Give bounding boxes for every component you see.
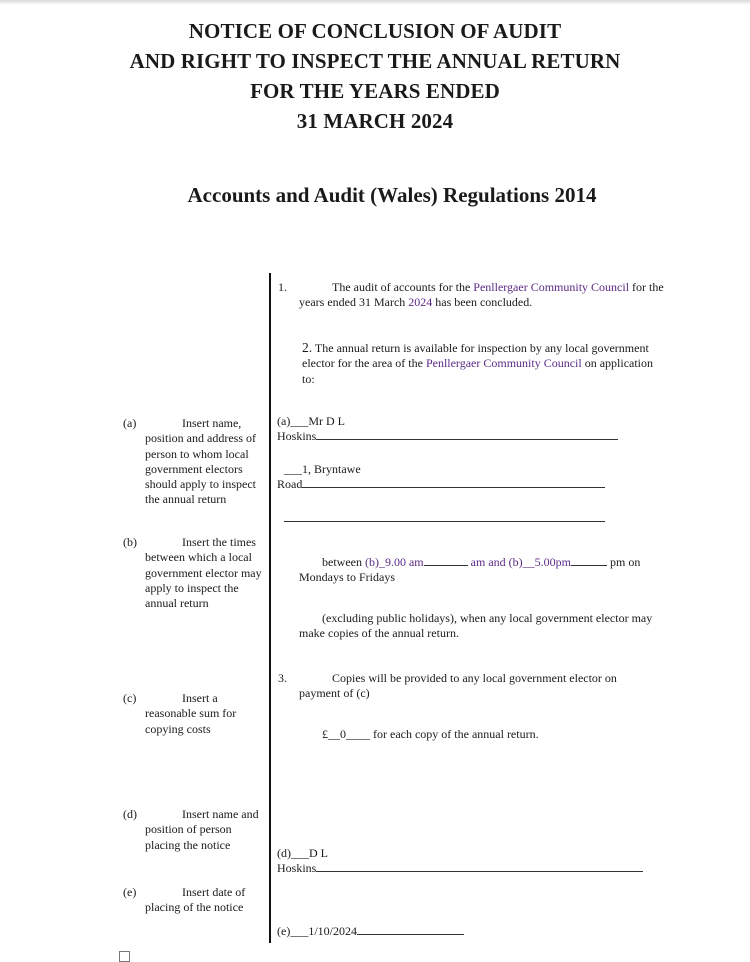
signatory-underline	[316, 861, 643, 872]
signatory-line-2	[277, 861, 643, 876]
signatory-name-1: D L	[309, 846, 328, 860]
address-2: Road	[277, 477, 303, 491]
item-1-number: 1.	[278, 280, 287, 294]
instruction-a-text: Insert name, position and address of person to whom local government electors should apply to inspect the annual return	[145, 416, 256, 507]
contact-name-2: Hoskins	[277, 429, 317, 443]
start-time-underline	[424, 555, 468, 566]
times-days: Mondays to Fridays	[299, 570, 395, 585]
item-2-text-a: The annual return is available for inspection by any local government elector for the area of the	[302, 341, 649, 371]
contact-name-1: Mr D L	[308, 414, 345, 428]
address-underline	[302, 477, 605, 488]
instruction-b	[145, 535, 267, 611]
instruction-c	[145, 691, 267, 737]
copy-cost-text: for each copy of the annual return.	[370, 727, 539, 741]
excluding-paragraph: (excluding public holidays), when any local government elector may make copies of the annual return.	[299, 611, 653, 641]
instruction-e-text: Insert date of placing of the notice	[145, 885, 246, 915]
title-line-4: 31 MARCH 2024	[296, 109, 454, 133]
top-shadow	[0, 0, 750, 5]
instruction-d-text: Insert name and position of person placing the notice	[145, 807, 259, 852]
end-time-underline	[571, 555, 607, 566]
signatory-line-1	[277, 846, 328, 861]
instruction-a	[145, 416, 267, 508]
item-1-text-a: The audit of accounts for the	[332, 280, 474, 294]
name-underline	[316, 429, 618, 440]
times-b2-label: (b)__	[508, 555, 535, 569]
address-blank-line	[284, 521, 605, 522]
regulations-subtitle: Accounts and Audit (Wales) Regulations 2014	[187, 183, 597, 207]
address-prefix: ___	[284, 462, 302, 476]
copy-cost-line	[322, 727, 539, 742]
end-time-value: 5.00pm	[534, 555, 571, 569]
times-paragraph	[299, 555, 669, 586]
notice-date-line	[277, 924, 464, 939]
notice-date-value: 1/10/2024	[308, 924, 357, 938]
item-1-text-b: for the years ended 31 March	[299, 280, 664, 310]
year-value: 2024	[408, 295, 433, 310]
instruction-e	[145, 885, 267, 916]
item-3-paragraph: Copies will be provided to any local government elector on payment of (c)	[299, 671, 617, 701]
contact-a-prefix: (a)___	[277, 414, 309, 428]
instruction-d	[145, 807, 267, 853]
title-line-1: NOTICE OF CONCLUSION OF AUDIT	[188, 19, 562, 43]
label-e-marker: (e)	[123, 885, 137, 899]
signatory-name-2: Hoskins	[277, 861, 317, 875]
contact-name-line-1	[277, 414, 345, 429]
address-line-2	[277, 477, 605, 492]
signatory-d-prefix: (d)___	[277, 846, 309, 860]
label-a-marker: (a)	[123, 416, 137, 430]
start-time-value: 9.00 am	[384, 555, 424, 569]
date-prefix: (e)___	[277, 924, 309, 938]
times-pm-on: pm on	[607, 555, 641, 569]
title-line-3: FOR THE YEARS ENDED	[250, 79, 500, 103]
column-divider	[269, 273, 271, 943]
times-am-and: am and	[467, 555, 509, 569]
contact-name-line-2	[277, 429, 618, 444]
item-2-paragraph	[302, 340, 664, 387]
copy-cost-underline: ____	[346, 727, 370, 741]
item-1-paragraph	[299, 280, 669, 311]
item-2-number: 2.	[302, 340, 313, 355]
pound-prefix: £__	[322, 727, 340, 741]
notice-title	[0, 16, 750, 136]
instruction-b-text: Insert the times between which a local government elector may apply to inspect the annual return	[145, 535, 262, 611]
copy-cost-value: 0	[340, 727, 346, 741]
council-name-2: Penllergaer Community Council	[425, 356, 582, 371]
instruction-c-text: Insert a reasonable sum for copying costs	[145, 691, 237, 736]
label-d-marker: (d)	[123, 807, 137, 821]
label-c-marker: (c)	[123, 691, 137, 705]
checkbox-icon[interactable]	[119, 951, 130, 962]
item-3-number: 3.	[278, 671, 287, 685]
title-line-2: AND RIGHT TO INSPECT THE ANNUAL RETURN	[129, 49, 621, 73]
times-b1-label: (b)_	[364, 555, 385, 569]
times-between: between	[322, 555, 365, 569]
address-1: 1, Bryntawe	[302, 462, 361, 476]
council-name-1: Penllergaer Community Council	[473, 280, 630, 294]
item-1-text-c: has been concluded.	[432, 295, 533, 310]
address-line-1	[284, 462, 361, 477]
date-underline	[357, 924, 464, 935]
label-b-marker: (b)	[123, 535, 137, 549]
item-2-text-b: on application to:	[302, 356, 654, 386]
